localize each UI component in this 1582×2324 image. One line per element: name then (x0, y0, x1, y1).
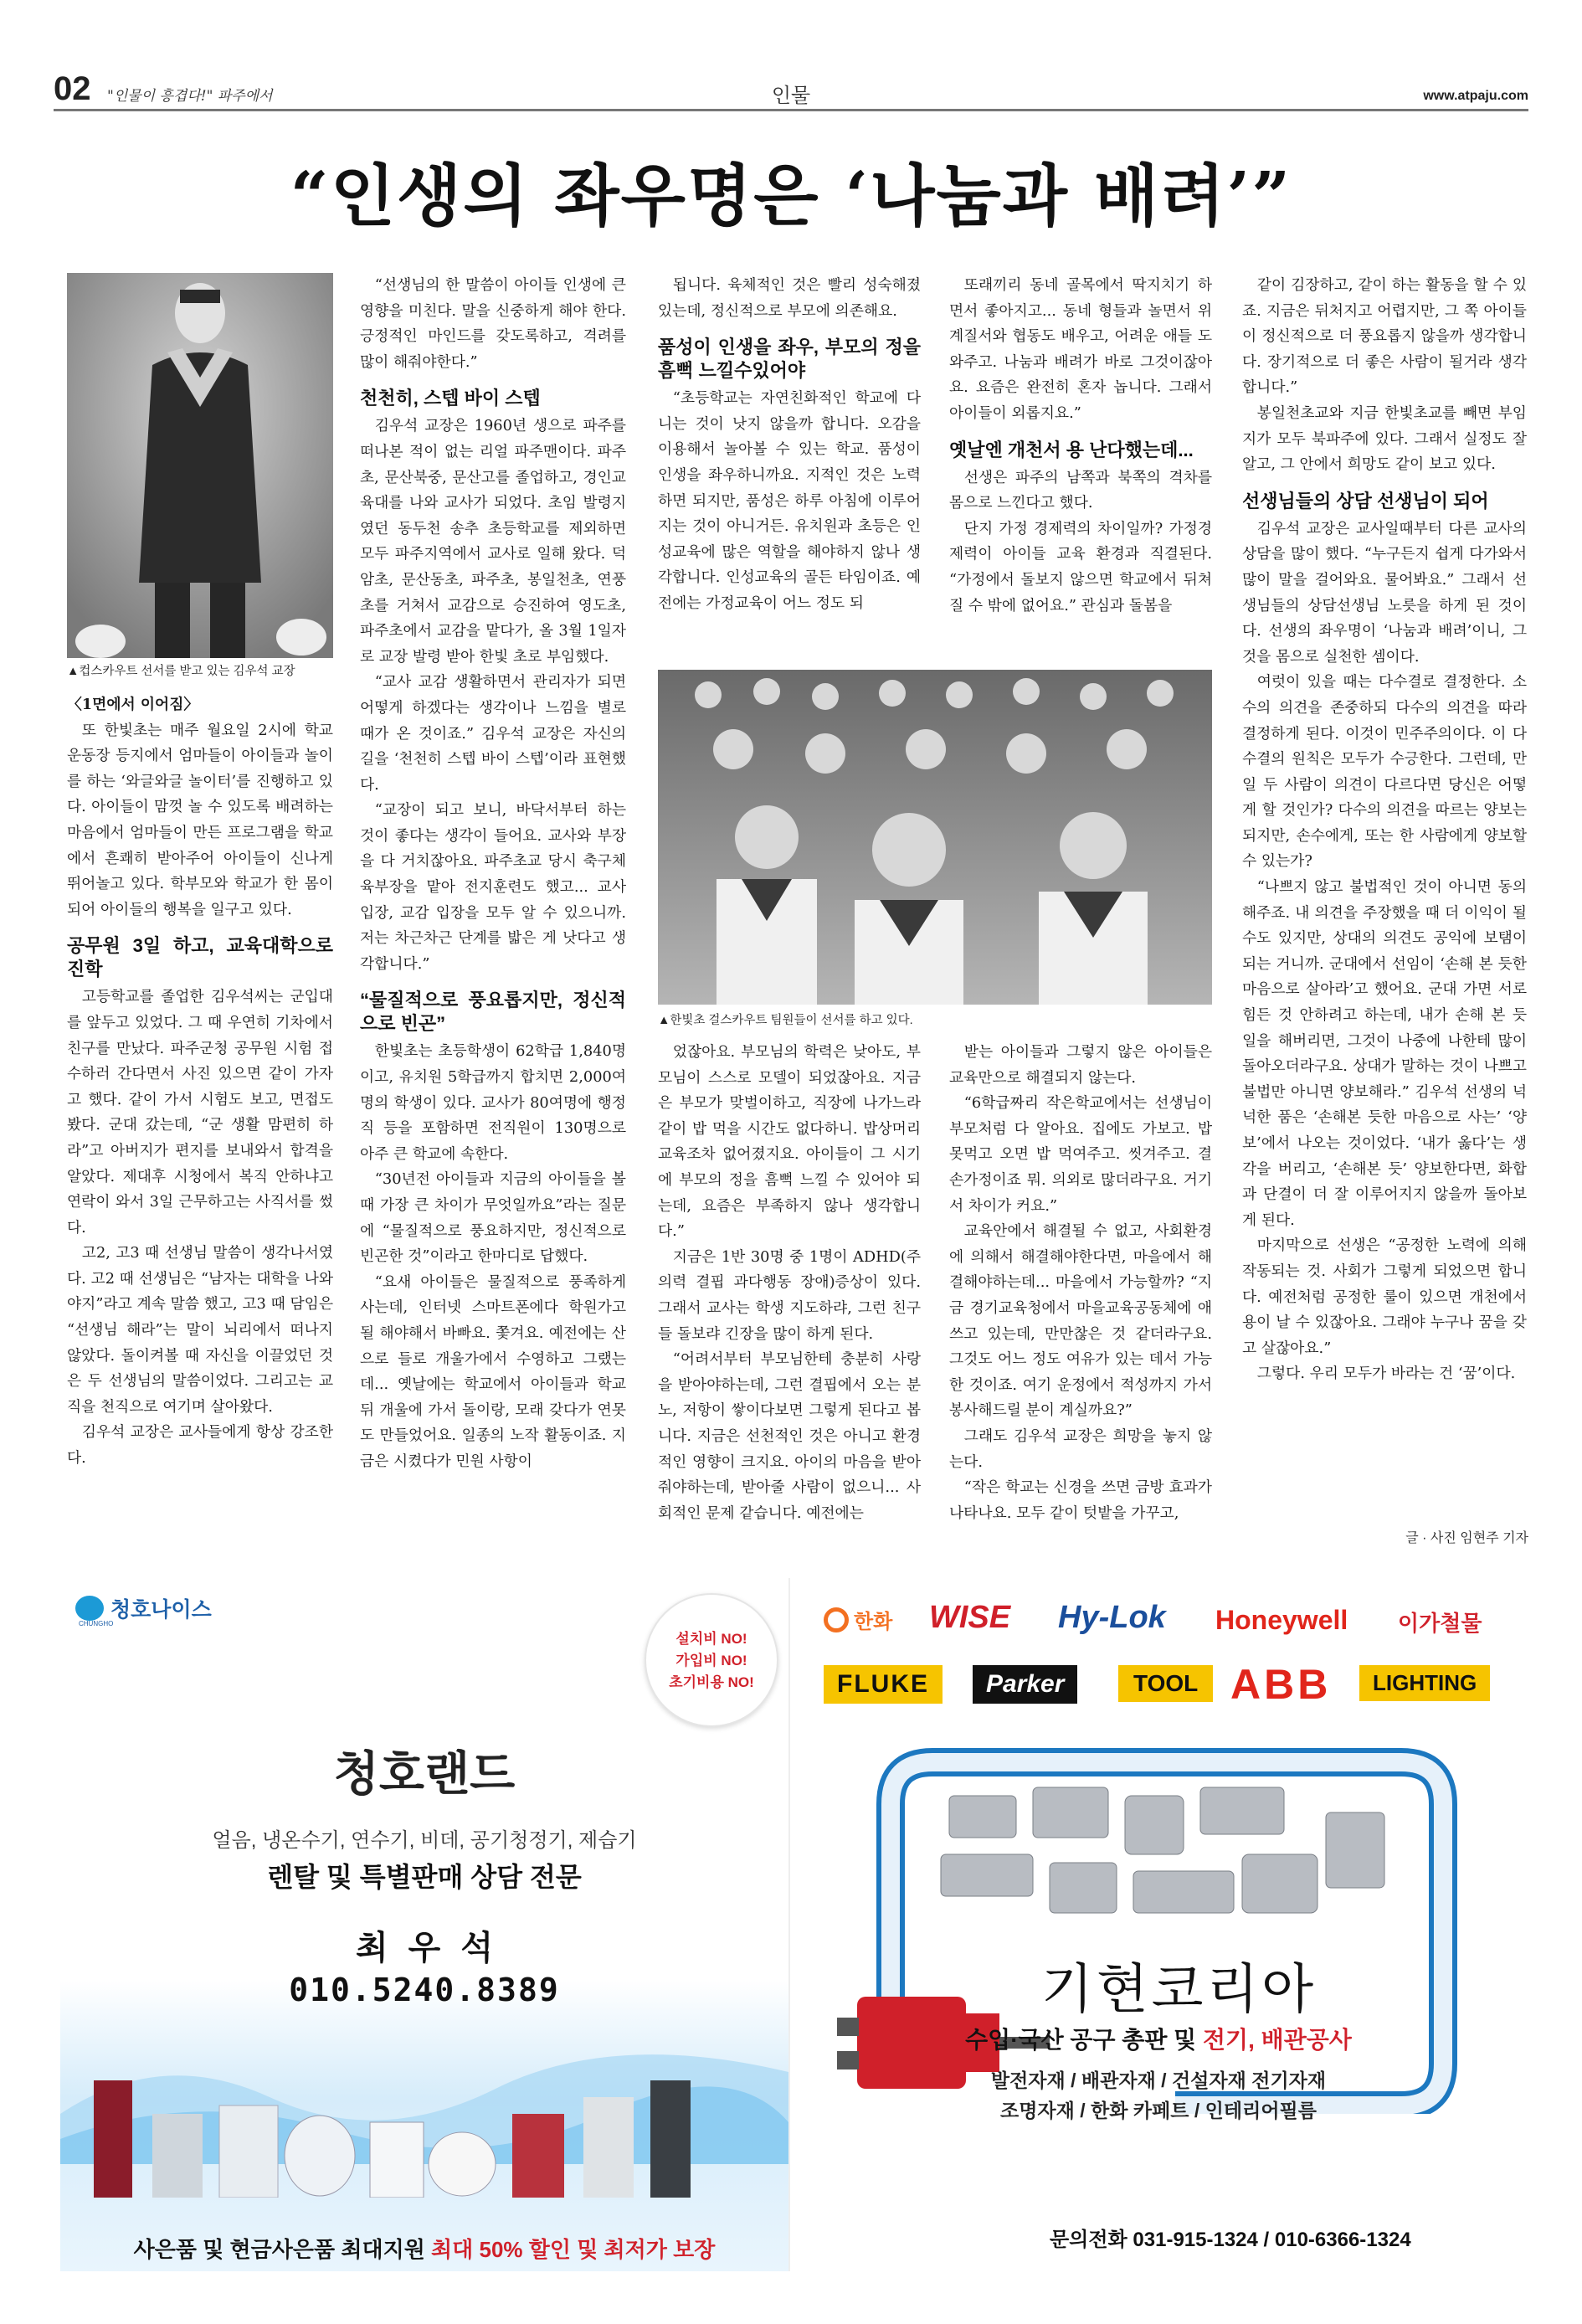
chungho-logo-icon (75, 1596, 104, 1621)
paragraph: 그래도 김우석 교장은 희망을 놓지 않는다. (949, 1427, 1212, 1471)
paragraph: 지금은 1반 30명 중 1명이 ADHD(주의력 결핍 과다행동 장애)증상이 있다. 그래서 교사는 학생 지도하랴, 그런 친구들 돌보랴 긴장을 많이 하게 된다. (658, 1247, 921, 1343)
paragraph: 교육안에서 해결될 수 없고, 사회환경에 의해서 해결해야한다면, 마을에서 해결해야하는데... 마을에서 가능할까? “지금 경기교육청에서 마을교육공동체에 애쓰고 있는데, 만만찮은 것 같더라구요. 그것도 어느 정도 여유가 있는 데서 가능한 것이죠. 여기 운정에서 적성까지 가서 봉사해드릴 분이 계실까요?” (949, 1222, 1212, 1420)
logo-hylok: Hy-Lok (1058, 1600, 1166, 1635)
logo-igacheolmul: 이가철물 (1398, 1611, 1482, 1636)
paragraph: 고2, 고3 때 선생님 말씀이 생각나서였다. 고2 때 선생님은 “남자는 대학을 나와야지”라고 계속 말씀 했고, 고3 때 담임은 “선생님 해라”는 말이 뇌리에서 떠나지 않았다. 돌이켜볼 때 자신을 이끌었던 것은 두 선생님의 말씀이었다. 그리고는 교직을 천직으로 여기며 살아왔다. (67, 1244, 333, 1416)
pipe-fittings-graphic (824, 1729, 1510, 2114)
subheading: 옛날엔 개천서 용 난다했는데... (949, 439, 1194, 460)
girl-scouts-figures (658, 670, 1212, 1005)
paragraph: 받는 아이들과 그렇지 않은 아이들은 교육만으로 해결되지 않는다. (949, 1043, 1212, 1087)
logo-fluke: FLUKE (824, 1665, 943, 1704)
girl-scouts-photo (658, 670, 1212, 1005)
paragraph: 단지 가정 경제력의 차이일까? 가정경제력이 아이들 교육 환경과 직결된다. “가정에서 돌보지 않으면 학교에서 뒤쳐질 수 밖에 없어요.” 관심과 돌봄을 (949, 519, 1212, 614)
kihyun-items-line2: 조명자재 / 한화 카페트 / 인테리어필름 (999, 2100, 1317, 2121)
chungho-ad[interactable] (60, 1578, 788, 2271)
subheading: “물질적으로 풍요롭지만, 정신적으로 빈곤” (360, 990, 626, 1035)
chungho-contact-person: 최 우 석 (355, 1929, 494, 1967)
paragraph: 또래끼리 동네 골목에서 딱지치기 하면서 좋아지고... 동네 형들과 놀면서 위계질서와 협동도 배우고, 어려운 애들 도와주고. 나눔과 배려가 바로 그것이잖아요. 요즘은 완전히 혼자 놉니다. 그래서 아이들이 외롭지요.” (949, 276, 1212, 422)
kihyun-tagline (790, 2022, 1527, 2055)
paragraph: 같이 김장하고, 같이 하는 활동을 할 수 있죠. 지금은 뒤처지고 어렵지만, 그 쪽 아이들이 정신적으로 더 풍요롭지 않을까 생각합니다. 장기적으로 더 좋은 사람이 될거라 생각합니다.” (1242, 276, 1527, 397)
badge-line-install: 설치비 NO! (675, 1631, 747, 1647)
paragraph: “교사 교감 생활하면서 관리자가 되면 어떻게 하겠다는 생각이나 느낌을 별로 때가 온 것이죠.” 김우석 교장은 자신의 길을 ‘천천히 스텝 바이 스텝’이라 표현했다. (360, 673, 626, 794)
logo-hanwha-text: 한화 (854, 1611, 893, 1633)
page-number: 02 (54, 70, 91, 107)
continued-note: 〈1면에서 이어짐〉 (67, 696, 199, 713)
subheading: 선생님들의 상담 선생님이 되어 (1242, 490, 1489, 512)
logo-honeywell: Honeywell (1215, 1605, 1348, 1635)
paragraph: 김우석 교장은 교사들에게 항상 강조한다. (67, 1423, 333, 1468)
tagline-part-a: 수입·국산 공구 총판 및 (965, 2027, 1203, 2053)
chungho-brand: 청호나이스 (110, 1598, 212, 1622)
logo-wise: WISE (929, 1600, 1011, 1635)
paragraph: “6학급짜리 작은학교에서는 선생님이 부모처럼 다 알아요. 집에도 가보고. 밥 못먹고 오면 밥 먹여주고. 씻겨주고. 결손가정이죠 뭐. 의외로 많더라구요. 거기서 차이가 커요.” (949, 1094, 1212, 1215)
paragraph: “나쁘지 않고 불법적인 것이 아니면 동의해주죠. 내 의견을 주장했을 때 더 이익이 될 수도 있지만, 상대의 의견도 공익에 보탬이 되는 거니까. 군대에서 선임이 ‘손해 본 듯한 마음으로 살아라’고 했어요. 군대 가면 서로 힘든 것 안하려고 하는데, 내가 손해 본 듯 일을 해버리면, 그것이 나중에 나한테 많이 돌아오더라구요. 상대가 말하는 것이 나쁘고 불법만 아니면 양보해라.” 김우석 선생의 넉넉한 품은 ‘손해본 듯한 마음으로 사는’ ‘양보’에서 나오는 것이었다. ‘내가 옳다’는 생각을 버리고, ‘손해본 듯’ 양보한다면, 화합과 단결이 더 잘 이루어지지 않을까 돌아보게 된다. (1242, 878, 1527, 1229)
paragraph: 또 한빛초는 매주 월요일 2시에 학교 운동장 등지에서 엄마들이 아이들과 놀이를 하는 ‘와글와글 놀이터’를 진행하고 있다. 아이들이 맘껏 놀 수 있도록 배려하는 마음에서 엄마들이 만든 프로그램을 학교에서 흔쾌히 받아주어 아이들이 신나게 뛰어놀고 있다. 학부모와 학교가 한 몸이 되어 아이들의 행복을 일구고 있다. (67, 721, 333, 918)
paragraph: 그렇다. 우리 모두가 바라는 건 ‘꿈’이다. (1256, 1365, 1516, 1383)
paragraph: 고등학교를 졸업한 김우석씨는 군입대를 앞두고 있었다. 그 때 우연히 기차에서 친구를 만났다. 파주군청 공무원 시험 접수하러 간다면서 사진 있으면 같이 가자고 했다. 같이 가서 시험도 보고, 면접도 봤다. 군대 갔는데, “군 생활 맘편히 하라”고 아버지가 편지를 보내와서 합격을 알았다. 제대후 시청에서 복직 안하냐고 연락이 와서 3일 근무하고는 사직서를 썼다. (67, 988, 333, 1237)
photo1-caption: ▲컵스카우트 선서를 받고 있는 김우석 교장 (67, 665, 295, 678)
no-fee-badge (645, 1593, 778, 1727)
chungho-title: 청호랜드 (333, 1746, 516, 1802)
article-column-1 (67, 689, 333, 1543)
article-column-3-top (658, 273, 921, 666)
logo-hanwha (824, 1605, 892, 1634)
paragraph: 선생은 파주의 남쪽과 북쪽의 격차를 몸으로 느낀다고 했다. (949, 468, 1212, 512)
hanwha-logo-icon (824, 1607, 849, 1632)
article-headline: “인생의 좌우명은 ‘나눔과 배려’” (290, 157, 1292, 235)
subheading: 천천히, 스텝 바이 스텝 (360, 388, 541, 409)
paragraph: “작은 학교는 신경을 쓰면 금방 효과가 나타나요. 모두 같이 텃밭을 가꾸고, (949, 1478, 1212, 1522)
article-column-2 (360, 273, 626, 1545)
paragraph: “요새 아이들은 물질적으로 풍족하게 사는데, 인터넷 스마트폰에다 학원가고 될 해야해서 바빠요. 쫓겨요. 예전에는 산으로 들로 개울가에서 수영하고 그랬는데... 옛날에는 학교에서 아이들과 학교 뒤 개울에 가서 돌이랑, 모래 갖다가 연못도 만들었어요. 일종의 노작 활동이죠. 지금은 시켰다가 민원 사항이 (360, 1273, 626, 1470)
paragraph: 됩니다. 육체적인 것은 빨리 성숙해졌있는데, 정신적으로 부모에 의존해요. (658, 276, 921, 320)
paragraph: “선생님의 한 말씀이 아이들 인생에 큰 영향을 미친다. 말을 신중하게 해야 한다. 긍정적인 마인드를 갖도록하고, 격려를 많이 해줘야한다.” (360, 276, 626, 371)
paragraph: 마지막으로 선생은 “공정한 노력에 의해 작동되는 것. 사회가 그렇게 되었으면 합니다. 예전처럼 공정한 룰이 있으면 개천에서 용이 날 수 있잖아요. 그래야 누구나 꿈을 갖고 살잖아요.” (1242, 1237, 1527, 1357)
paragraph: “30년전 아이들과 지금의 아이들을 볼 때 가장 큰 차이가 무엇일까요”라는 질문에 “물질적으로 풍요하지만, 정신적으로 빈곤한 것”이라고 한마디로 답했다. (360, 1170, 626, 1266)
kihyun-items-line1: 발전자재 / 배관자재 / 건설자재 전기자재 (990, 2069, 1327, 2091)
logo-lighting: LIGHTING (1359, 1665, 1490, 1701)
kihyun-company-name: 기현코리아 (1041, 1959, 1317, 2021)
section-label: 인물 (771, 85, 811, 107)
article-column-5 (1242, 273, 1527, 1520)
header-rule (54, 109, 1528, 111)
kihyun-korea-ad[interactable] (788, 1578, 1527, 2271)
footer-gift: 사은품 및 현금사은품 최대지원 (133, 2237, 425, 2262)
newspaper-slogan: "인물이 흥겹다!" 파주에서 (107, 88, 273, 105)
page-header (54, 70, 1528, 114)
article-column-3-bottom (658, 1040, 921, 1542)
article-column-4-bottom (949, 1040, 1212, 1542)
principal-photo (67, 273, 333, 658)
badge-line-initial: 초기비용 NO! (669, 1674, 754, 1690)
paragraph: 김우석 교장은 교사일때부터 다른 교사의 상담을 많이 했다. “누구든지 쉽게 다가와서 많이 말을 걸어와요. 물어봐요.” 그래서 선생님들의 상담선생님 노릇을 하게 된 것이다. 선생의 좌우명이 ‘나눔과 배려’이니, 그것을 몸으로 실천한 셈이다. (1242, 519, 1527, 666)
tagline-part-b: 전기, 배관공사 (1203, 2027, 1352, 2053)
chungho-phone[interactable]: 010.5240.8389 (289, 1972, 560, 2008)
logo-tool: TOOL (1118, 1665, 1213, 1702)
website-link[interactable]: www.atpaju.com (1423, 89, 1528, 103)
paragraph: “어려서부터 부모님한테 충분히 사랑을 받아야하는데, 그런 결핍에서 오는 분노, 저항이 쌓이다보면 그렇게 된다고 봅니다. 지금은 선천적인 것은 아니고 환경적인 영향이 크지요. 아이의 마음을 받아줘야하는데, 받아줄 사람이 없으니... 사회적인 문제 같습니다. 예전에는 (658, 1350, 921, 1522)
paragraph: 봉일천초교와 지금 한빛초교를 빼면 부임지가 모두 북파주에 있다. 그래서 실정도 잘 알고, 그 안에서 희망도 같이 보고 있다. (1242, 404, 1527, 474)
subheading: 품성이 인생을 좌우, 부모의 정을 흠뻑 느낄수있어야 (658, 337, 921, 382)
chungho-products: 얼음, 냉온수기, 연수기, 비데, 공기청정기, 제습기 (212, 1829, 637, 1852)
chungho-service: 렌탈 및 특별판매 상담 전문 (267, 1862, 582, 1892)
paragraph: “초등학교는 자연친화적인 학교에 다니는 것이 낫지 않을까 합니다. 오감을 이용해서 놀아볼 수 있는 학교. 품성이 인생을 좌우하니까요. 지적인 것은 노력하면 되지만, 품성은 하루 아침에 이루어지는 것이 아니거든. 유치원과 초등은 인성교육에 많은 역할을 해야하지 않나 생각합니다. 인성교육의 골든 타임이죠. 예전에는 가정교육이 어느 정도 되 (658, 389, 921, 612)
subheading: 공무원 3일 하고, 교육대학으로 진학 (67, 935, 333, 980)
chungho-footer (60, 2233, 788, 2264)
byline: 글 · 사진 임현주 기자 (1405, 1531, 1528, 1545)
chungho-brand-en: CHUNGHO (79, 1620, 114, 1627)
paragraph: “교장이 되고 보니, 바닥서부터 하는 것이 좋다는 생각이 들어요. 교사와 부장을 다 거치잖아요. 파주초교 당시 축구체육부장을 맡아 전지훈련도 했고... 교사 입장, 교감 입장을 모두 알 수 있으니까. 저는 차근차근 단계를 밟은 게 낫다고 생각합니다.” (360, 801, 626, 973)
appliance-lineup (94, 2072, 763, 2198)
kihyun-contact[interactable]: 문의전화 031-915-1324 / 010-6366-1324 (1050, 2229, 1411, 2251)
chungho-logo (75, 1593, 212, 1623)
paragraph: 여럿이 있을 때는 다수결로 결정한다. 소수의 의견을 존중하되 다수의 의견을 따라 결정하게 된다. 이것이 민주주의이다. 이 다수결의 원칙은 모두가 수긍한다. 그런데, 만일 두 사람이 의견이 다르다면 당신은 어떻게 할 것인가? 다수의 의견을 따르는 양보는 되지만, 손수에게, 또는 한 사람에게 양보할 수 있는가? (1242, 673, 1527, 871)
logo-parker: Parker (973, 1665, 1077, 1704)
paragraph: 었잖아요. 부모님의 학력은 낮아도, 부모님이 스스로 모델이 되었잖아요. 지금은 부모가 맞벌이하고, 직장에 나가느라 같이 밥 먹을 시간도 없다하니. 밥상머리 교육조차 없어졌지요. 아이들이 그 시기에 부모의 정을 흠뻑 느낄 수 있어야 되는데, 요즘은 부족하지 않나 생각합니다.” (658, 1043, 921, 1241)
photo2-caption: ▲한빛초 걸스카우트 팀원들이 선서를 하고 있다. (658, 1014, 913, 1027)
article-column-4-top (949, 273, 1212, 666)
badge-line-join: 가입비 NO! (675, 1653, 747, 1668)
logo-abb: ABB (1230, 1661, 1332, 1708)
paragraph: 한빛초는 초등학생이 62학급 1,840명이고, 유치원 5학급까지 합치면 2,000여명의 학생이 있다. 교사가 80여명에 행정직 등을 포함하면 전직원이 130명으로 아주 큰 학교에 속한다. (360, 1042, 626, 1163)
footer-discount: 최대 50% 할인 및 최저가 보장 (431, 2237, 716, 2262)
paragraph: 김우석 교장은 1960년 생으로 파주를 떠나본 적이 없는 리얼 파주맨이다. 파주초, 문산북중, 문산고를 졸업하고, 경인교육대를 나와 교사가 되었다. 초임 발령지였던 동두천 송추 초등학교를 제외하면 모두 파주지역에서 교사로 일해 왔다. 덕암초, 문산동초, 파주초, 봉일천초, 연풍초를 거쳐서 교감으로 승진하여 영도초, 파주초에서 교감을 맡다가, 올 3월 1일자로 교장 발령 받아 한빛 초로 부임했다. (360, 417, 626, 666)
principal-figure (67, 273, 333, 658)
